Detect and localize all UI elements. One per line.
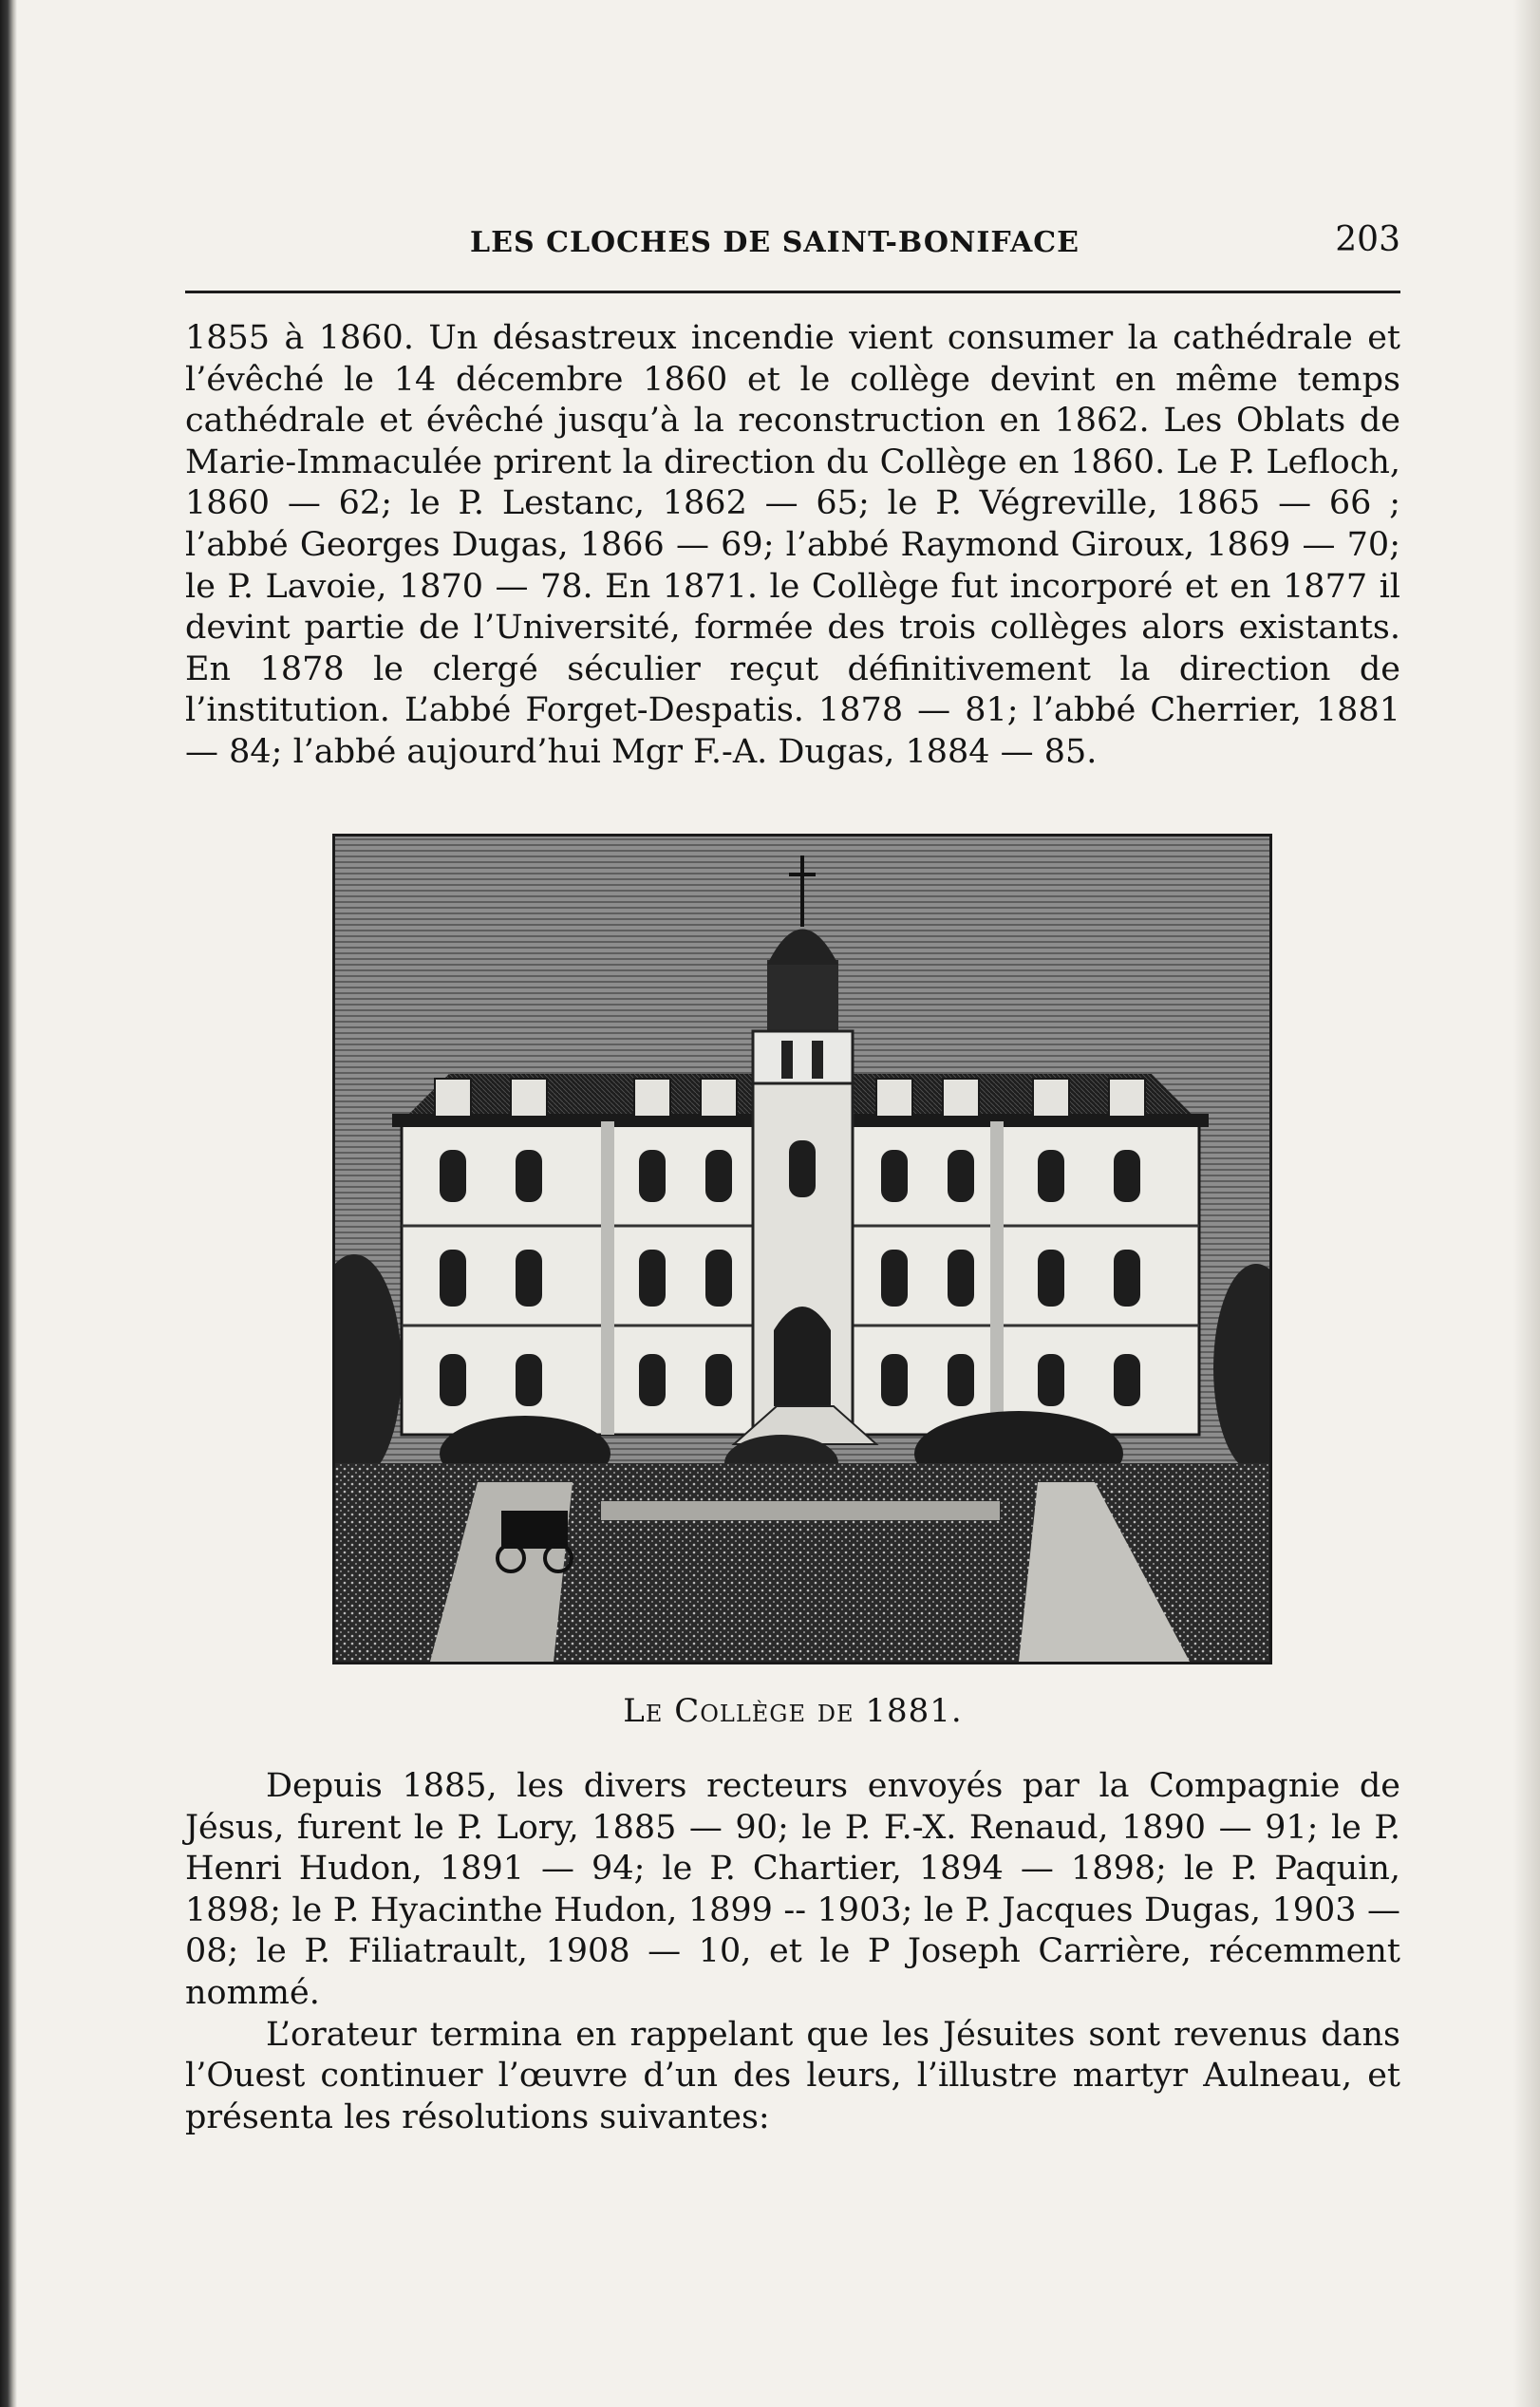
- scan-right-shadow: [1513, 0, 1540, 2407]
- header-rule: [185, 291, 1400, 293]
- page-number: 203: [1335, 220, 1400, 259]
- running-head: [185, 218, 1400, 275]
- book-page: [185, 218, 1400, 2136]
- bottom-text: [185, 1766, 1400, 2138]
- college-building-illustration: [335, 837, 1269, 1662]
- closing-paragraph: L’orateur termina en rappelant que les Jésuites sont revenus dans l’Ouest continuer l’œuvre d’un des leurs, l’illustre martyr Aulneau, et présenta les résolutions suivantes:: [185, 2015, 1400, 2136]
- top-paragraph: 1855 à 1860. Un désastreux incendie vient consumer la cathédrale et l’évêché le 14 décembre 1860 et le collège devint en même temps cathédrale et évêché jusqu’à la reconstruction en 1862. Les Oblats de Marie-Immaculée prirent la direction du Collège en 1860. Le P. Lefloch, 1860 — 62; le P. Lestanc, 1862 — 65; le P. Végreville, 1865 — 66 ; l’abbé Georges Dugas, 1866 — 69; l’abbé Raymond Giroux, 1869 — 70; le P. Lavoie, 1870 — 78. En 1871. le Collège fut incorporé et en 1877 il devint partie de l’Université, formée des trois collèges alors existants. En 1878 le clergé séculier reçut définitivement la direction de l’institution. L’abbé Forget-Despatis. 1878 — 81; l’abbé Cherrier, 1881 — 84; l’abbé aujourd’hui Mgr F.-A. Dugas, 1884 — 85.: [185, 319, 1400, 771]
- scan-left-edge: [0, 0, 17, 2407]
- figure-caption: Le Collège de 1881.: [623, 1692, 963, 1730]
- running-title: LES CLOCHES DE SAINT-BONIFACE: [470, 226, 1080, 259]
- rectors-paragraph: Depuis 1885, les divers recteurs envoyés par la Compagnie de Jésus, furent le P. Lory, 1885 — 90; le P. F.-X. Renaud, 1890 — 91; le P. Henri Hudon, 1891 — 94; le P. Chartier, 1894 — 1898; le P. Paquin, 1898; le P. Hyacinthe Hudon, 1899 -- 1903; le P. Jacques Dugas, 1903 — 08; le P. Filiatrault, 1908 — 10, et le P Joseph Carrière, récemment nommé.: [185, 1767, 1400, 2012]
- college-engraving: [332, 834, 1272, 1664]
